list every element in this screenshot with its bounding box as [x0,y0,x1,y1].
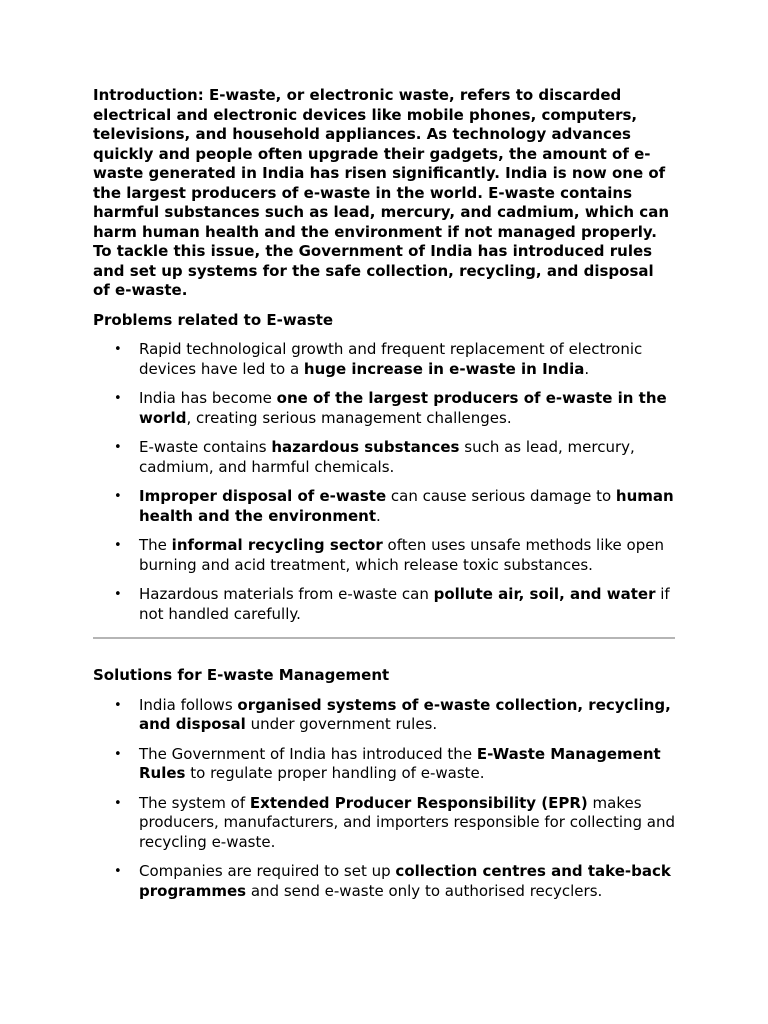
text: and send e-waste only to authorised recyclers. [246,881,603,900]
intro-paragraph: Introduction: E-waste, or electronic waste, refers to discarded electrical and electronic devices like mobile phones, computers, televisions, and household appliances. As technology advances quickly and people often upgrade their gadgets, the amount of e-waste generated in India has risen significantly. India is now one of the largest producers of e-waste in the world. E-waste contains harmful substances such as lead, mercury, and cadmium, which can harm human health and the environment if not managed properly. To tackle this issue, the Government of India has introduced rules and set up systems for the safe collection, recycling, and disposal of e-waste. [93,86,669,299]
text: often uses unsafe methods like open burning and acid treatment, which release toxic substances. [139,536,664,574]
list-item [93,696,675,735]
section-divider [93,637,675,639]
bullet-icon: • [114,538,122,553]
text: under government rules. [245,715,438,733]
text: The [139,536,172,554]
bullet-icon: • [114,342,122,357]
list-item [93,389,675,428]
list-item [93,585,675,624]
bullet-icon: • [114,795,122,811]
text: India follows [139,695,238,714]
bold-text: huge increase in e-waste in India [303,359,585,378]
text: makes producers, manufacturers, and importers responsible for collecting and recycling e-waste. [139,793,676,851]
text: Companies are required to set up [139,862,396,880]
text: , creating serious management challenges. [186,408,512,427]
bold-text: one of the largest producers of e-waste in the world [139,389,667,427]
bold-text: pollute air, soil, and water [433,585,656,603]
text: such as lead, mercury, cadmium, and harmful chemicals. [139,438,635,476]
bullet-icon: • [114,489,122,504]
bullet-icon: • [114,697,122,713]
bold-text: hazardous substances [271,438,460,456]
problems-heading: Problems related to E-waste [93,310,334,329]
list-item [93,794,675,853]
text: if not handled carefully. [139,585,670,623]
list-item [93,745,675,784]
solutions-list [93,696,675,902]
list-item [93,438,675,477]
bullet-icon: • [114,391,122,406]
bold-text: human health and the environment [139,487,674,525]
bold-text: organised systems of e-waste collection, recycling, and disposal [139,695,671,733]
list-item [93,862,675,901]
bold-text: informal recycling sector [171,536,383,554]
bullet-icon: • [114,864,122,879]
bold-text: collection centres and take-back programmes [139,862,671,900]
list-item [93,487,675,526]
bullet-icon: • [114,440,122,455]
solutions-heading: Solutions for E-waste Management [93,666,390,684]
text: . [584,359,590,378]
text: The Government of India has introduced the [139,744,477,763]
bullet-icon: • [114,587,122,602]
bold-text: E-Waste Management Rules [139,744,661,782]
text: . [376,506,381,525]
list-item [93,340,675,379]
bold-text: Improper disposal of e-waste [139,487,387,505]
text: Hazardous materials from e-waste can [139,585,434,603]
problems-list [93,340,675,624]
text: Rapid technological growth and frequent replacement of electronic devices have led to a [139,340,643,378]
text: to regulate proper handling of e-waste. [185,764,485,782]
list-item [93,536,675,575]
bullet-icon: • [114,746,122,762]
text: India has become [139,389,277,407]
text: can cause serious damage to [386,487,616,505]
bold-text: Extended Producer Responsibility (EPR) [249,793,588,812]
text: The system of [139,793,250,812]
text: E-waste contains [139,438,272,456]
